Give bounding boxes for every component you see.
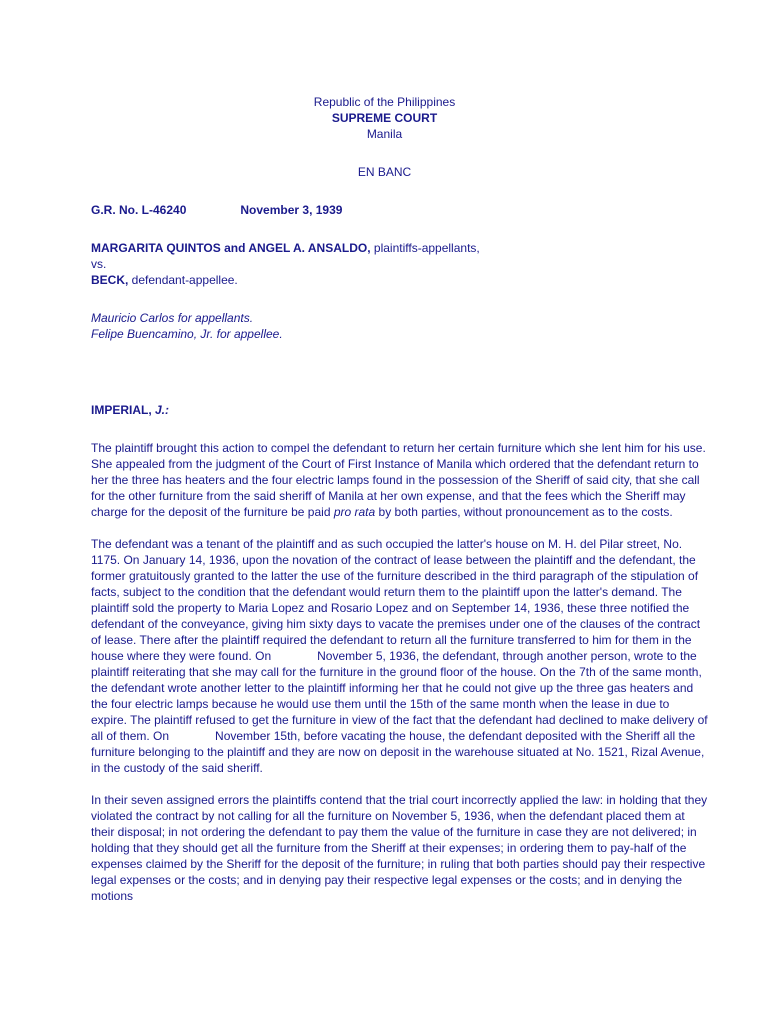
plaintiffs-names: MARGARITA QUINTOS and ANGEL A. ANSALDO, <box>91 241 371 255</box>
ponente-suffix: J.: <box>151 403 170 417</box>
document-header <box>61 94 708 180</box>
decision-date: November 3, 1939 <box>240 203 343 217</box>
parties-block <box>91 240 708 288</box>
defendant-name: BECK, <box>91 273 129 287</box>
paragraph-2-text-a: The defendant was a tenant of the plaintiff and as such occupied the latter's house on M. H. del Pilar street, No. 1175. On January 14, 1936, upon the novation of the contract of lease between the plaintiff and the defendant, the former gratuitously granted to the latter the use of the furniture described in the third paragraph of the stipulation of facts, subject to the condition that the defendant would return them to the plaintiff upon the latter's demand. The plaintiff sold the property to Maria Lopez and Rosario Lopez and on September 14, 1936, these three notified the defendant of the conveyance, giving him sixty days to vacate the premises under one of the clauses of the contract of lease. There after the plaintiff required the defendant to return all the furniture transferred to him for them in the house where they were found. On <box>91 537 701 663</box>
paragraph-1 <box>91 440 708 520</box>
paragraph-1-text: The plaintiff brought this action to compel the defendant to return her certain furniture which she lent him for his use. She appealed from the judgment of the Court of First Instance of Manila which ordered that the defendant return to her the three has heaters and the four electric lamps found in the possession of the Sheriff of said city, that she call for the other furniture from the said sheriff of Manila at her own expense, and that the fees which the Sheriff may charge for the deposit of the furniture be paid <box>91 441 706 519</box>
paragraph-2-text-b: November 5, 1936, the defendant, through another person, wrote to the plaintiff reiterating that she may call for the furniture in the ground floor of the house. On the 7th of the same month, the defendant wrote another letter to the plaintiff informing her that he could not give up the three gas heaters and the four electric lamps because he would use them until the 15th of the same month when the lease in due to expire. The plaintiff refused to get the furniture in view of the fact that the defendant had declined to make delivery of all of them. On <box>91 649 708 743</box>
paragraph-2-text-c: November 15th, before vacating the house, the defendant deposited with the Sheriff all the furniture belonging to the plaintiff and they are now on deposit in the warehouse situated at No. 1521, Rizal Avenue, in the custody of the said sheriff. <box>91 729 705 775</box>
counsel-appellee: Felipe Buencamino, Jr. for appellee. <box>91 327 283 341</box>
gr-number: G.R. No. L-46240 <box>91 203 187 217</box>
court-name: SUPREME COURT <box>331 111 438 125</box>
plaintiffs-line <box>91 240 708 256</box>
paragraph-2 <box>91 536 708 776</box>
counsel-block <box>91 310 708 342</box>
pro-rata-term: pro rata <box>333 505 376 519</box>
republic-line: Republic of the Philippines <box>313 95 456 109</box>
ponente-line <box>91 402 708 418</box>
paragraph-3: In their seven assigned errors the plaintiffs contend that the trial court incorrectly applied the law: in holding that they violated the contract by not calling for all the furniture on November 5, 1936, when the defendant placed them at their disposal; in not ordering the defendant to pay them the value of the furniture in case they are not delivered; in holding that they should get all the furniture from the Sheriff at their expenses; in ordering them to pay-half of the expenses claimed by the Sheriff for the deposit of the furniture; in ruling that both parties should pay their respective legal expenses or the costs; and in denying pay their respective legal expenses or the costs; and in denying the motions <box>91 793 708 903</box>
versus-label: vs. <box>91 257 107 271</box>
ponente-name: IMPERIAL, <box>91 403 152 417</box>
plaintiffs-role: plaintiffs-appellants, <box>370 241 480 255</box>
division-label: EN BANC <box>357 165 412 179</box>
paragraph-1-text-end: by both parties, without pronouncement as to the costs. <box>375 505 673 519</box>
counsel-appellants: Mauricio Carlos for appellants. <box>91 311 254 325</box>
defendant-role: defendant-appellee. <box>128 273 238 287</box>
defendant-line <box>91 272 708 288</box>
court-city: Manila <box>366 127 403 141</box>
case-number-row <box>91 202 708 218</box>
